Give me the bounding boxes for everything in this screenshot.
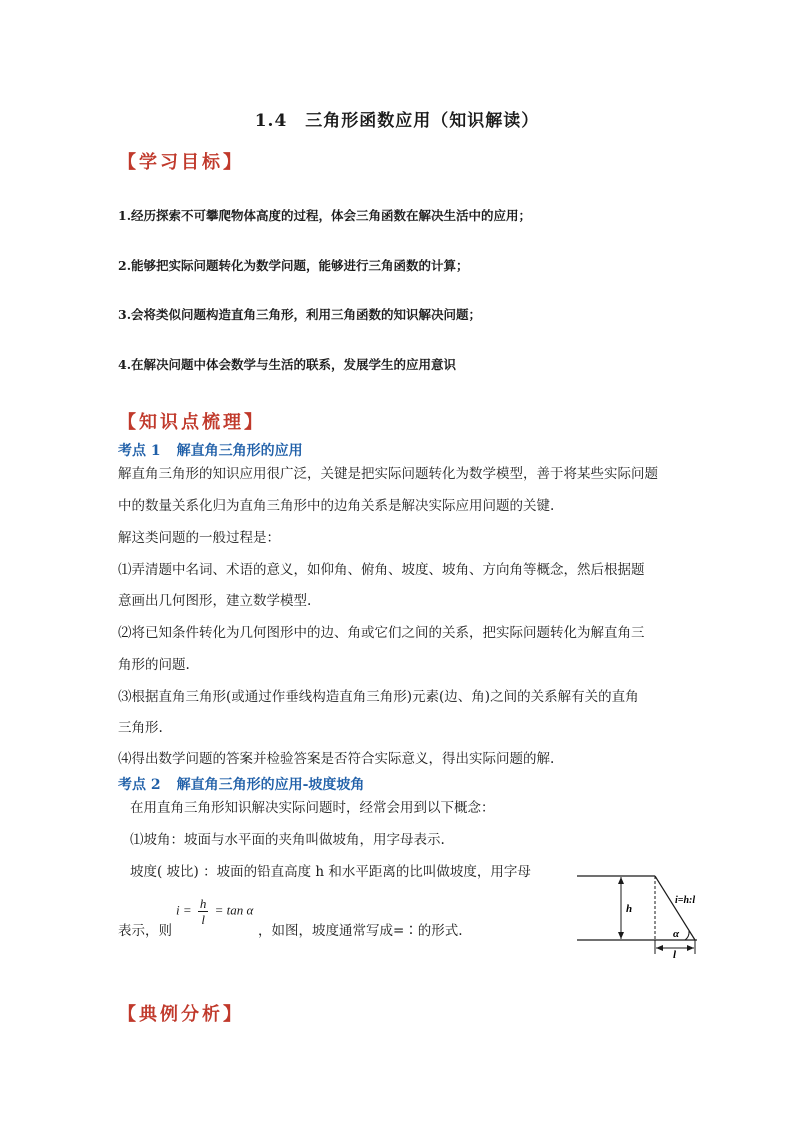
- goal-item-1: 1.经历探索不可攀爬物体高度的过程，体会三角函数在解决生活中的应用；: [118, 208, 532, 223]
- kp1-paragraph-line: 角形的问题.: [118, 657, 190, 673]
- diagram-arrowhead: [618, 877, 624, 884]
- knowledge-point-1-heading: [118, 440, 303, 460]
- diagram-label-slope: i=h:l: [675, 895, 696, 906]
- kp1-paragraph-line: 解这类问题的一般过程是：: [118, 530, 280, 546]
- kp2-item-formula-post: ，如图，坡度通常写成=∶的形式.: [258, 923, 463, 939]
- formula-fraction: [198, 896, 209, 927]
- diagram-angle-arc: [685, 931, 689, 940]
- goal-item-4: 4.在解决问题中体会数学与生活的联系，发展学生的应用意识: [118, 357, 457, 372]
- knowledge-point-1-number: 考点 1: [118, 443, 161, 459]
- kp2-item-slope-ratio: 坡度( 坡比) ：坡面的铅直高度 h 和水平距离的比叫做坡度，用字母: [130, 864, 531, 880]
- knowledge-point-1-title: 解直角三角形的应用: [176, 443, 303, 459]
- kp2-item-slope-angle: ⑴坡角：坡面与水平面的夹角叫做坡角，用字母表示.: [130, 832, 445, 848]
- formula-denominator: l: [201, 912, 205, 927]
- diagram-label-l: l: [673, 949, 677, 958]
- knowledge-point-2-number: 考点 2: [118, 777, 161, 793]
- kp1-paragraph-line: 中的数量关系化归为直角三角形中的边角关系是解决实际应用问题的关键.: [118, 498, 555, 514]
- kp1-paragraph-line: ⑶根据直角三角形(或通过作垂线构造直角三角形)元素(边、角)之间的关系解有关的直角: [118, 689, 639, 705]
- diagram-arrowhead: [656, 945, 663, 951]
- section-header-goals: 【学习目标】: [118, 152, 244, 173]
- kp1-paragraph-line: ⑴弄清题中名词、术语的意义，如仰角、俯角、坡度、坡角、方向角等概念，然后根据题: [118, 562, 645, 578]
- kp1-paragraph-line: ⑷得出数学问题的答案并检验答案是否符合实际意义，得出实际问题的解.: [118, 751, 555, 767]
- formula-numerator: h: [199, 896, 207, 911]
- formula-lhs: i =: [176, 902, 192, 918]
- formula-rhs: = tan α: [214, 902, 254, 918]
- section-header-knowledge: 【知识点梳理】: [118, 412, 265, 433]
- goal-item-3: 3.会将类似问题构造直角三角形，利用三角函数的知识解决问题；: [118, 307, 482, 322]
- section-header-examples: 【典例分析】: [118, 1004, 244, 1025]
- diagram-label-alpha: α: [673, 928, 680, 940]
- slope-diagram: [575, 866, 707, 958]
- slope-formula: [176, 896, 253, 927]
- knowledge-point-2-title: 解直角三角形的应用-坡度坡角: [176, 777, 365, 793]
- diagram-arrowhead: [687, 945, 694, 951]
- kp1-paragraph-line: ⑵将已知条件转化为几何图形中的边、角或它们之间的关系，把实际问题转化为解直角三: [118, 625, 645, 641]
- diagram-label-h: h: [626, 903, 633, 915]
- kp1-paragraph-line: 解直角三角形的知识应用很广泛，关键是把实际问题转化为数学模型，善于将某些实际问题: [118, 466, 658, 482]
- kp1-paragraph-line: 意画出几何图形，建立数学模型.: [118, 593, 312, 609]
- knowledge-point-2-heading: [118, 774, 364, 794]
- page-title: 1.4 三角形函数应用（知识解读）: [254, 111, 540, 131]
- kp2-item-formula-pre: 表示，则: [118, 923, 172, 939]
- goal-item-2: 2.能够把实际问题转化为数学问题，能够进行三角函数的计算；: [118, 258, 469, 273]
- diagram-arrowhead: [618, 932, 624, 939]
- kp1-paragraph-line: 三角形.: [118, 720, 163, 736]
- kp2-intro: 在用直角三角形知识解决实际问题时，经常会用到以下概念：: [130, 800, 495, 816]
